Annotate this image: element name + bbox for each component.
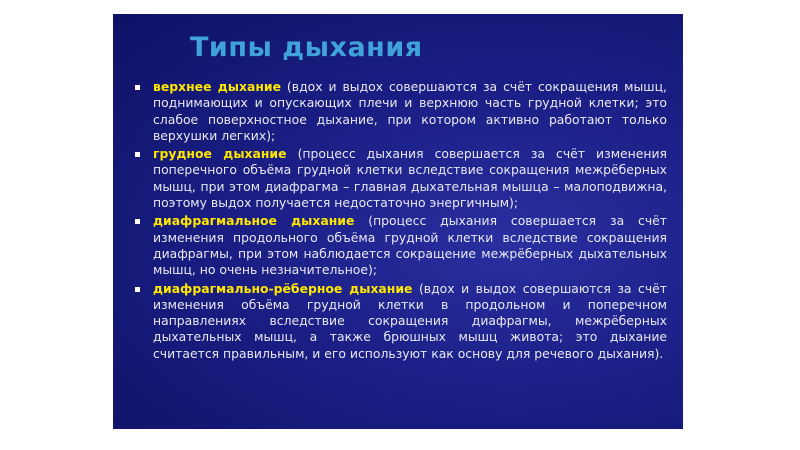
list-item-chest-breathing xyxy=(135,146,667,211)
term-chest-breathing: грудное дыхание xyxy=(153,146,287,162)
list-item-diaphragmatic-breathing xyxy=(135,213,667,278)
breathing-types-list xyxy=(135,79,667,364)
term-upper-breathing: верхнее дыхание xyxy=(153,79,281,94)
bullet-icon xyxy=(135,287,140,292)
description-costal-diaphragmatic-breathing: (вдох и выдох совершаются за счёт изменения объёма грудной клетки в продольном и поперечном направлениях вследствие сокращения диафрагмы, межрёберных дыхательных мышц, а также брюшных мышц живота; это дыхание считается правильным, и его используют как основу для речевого дыхания). xyxy=(153,280,667,361)
list-item-costal-diaphragmatic-breathing xyxy=(135,281,667,362)
bullet-icon xyxy=(135,152,140,157)
term-costal-diaphragmatic-breathing: диафрагмально-рёберное дыхание xyxy=(153,280,413,296)
description-chest-breathing: (процесс дыхания совершается за счёт изменения поперечного объёма грудной клетки вследствие сокращения межрёберных мышц, при этом диафрагма – главная дыхательная мышца – малоподвижна, поэтому выдох получается недостаточно энергичным); xyxy=(153,146,667,211)
list-item-upper-breathing xyxy=(135,79,667,144)
description-diaphragmatic-breathing: (процесс дыхания совершается за счёт изменения продольного объёма грудной клетки вследствие сокращения диафрагмы, при этом наблюдается сокращение межрёберных дыхательных мышц, но очень незначительное); xyxy=(153,213,667,278)
slide-title: Типы дыхания xyxy=(190,32,423,63)
description-upper-breathing: (вдох и выдох совершаются за счёт сокращения мышц, поднимающих и опускающих плечи и верхнюю часть грудной клетки; это слабое поверхностное дыхание, при котором активно работают только верхушки легких); xyxy=(153,79,667,143)
slide xyxy=(113,14,683,429)
bullet-icon xyxy=(135,85,140,90)
bullet-icon xyxy=(135,219,140,224)
term-diaphragmatic-breathing: диафрагмальное дыхание xyxy=(153,213,355,229)
